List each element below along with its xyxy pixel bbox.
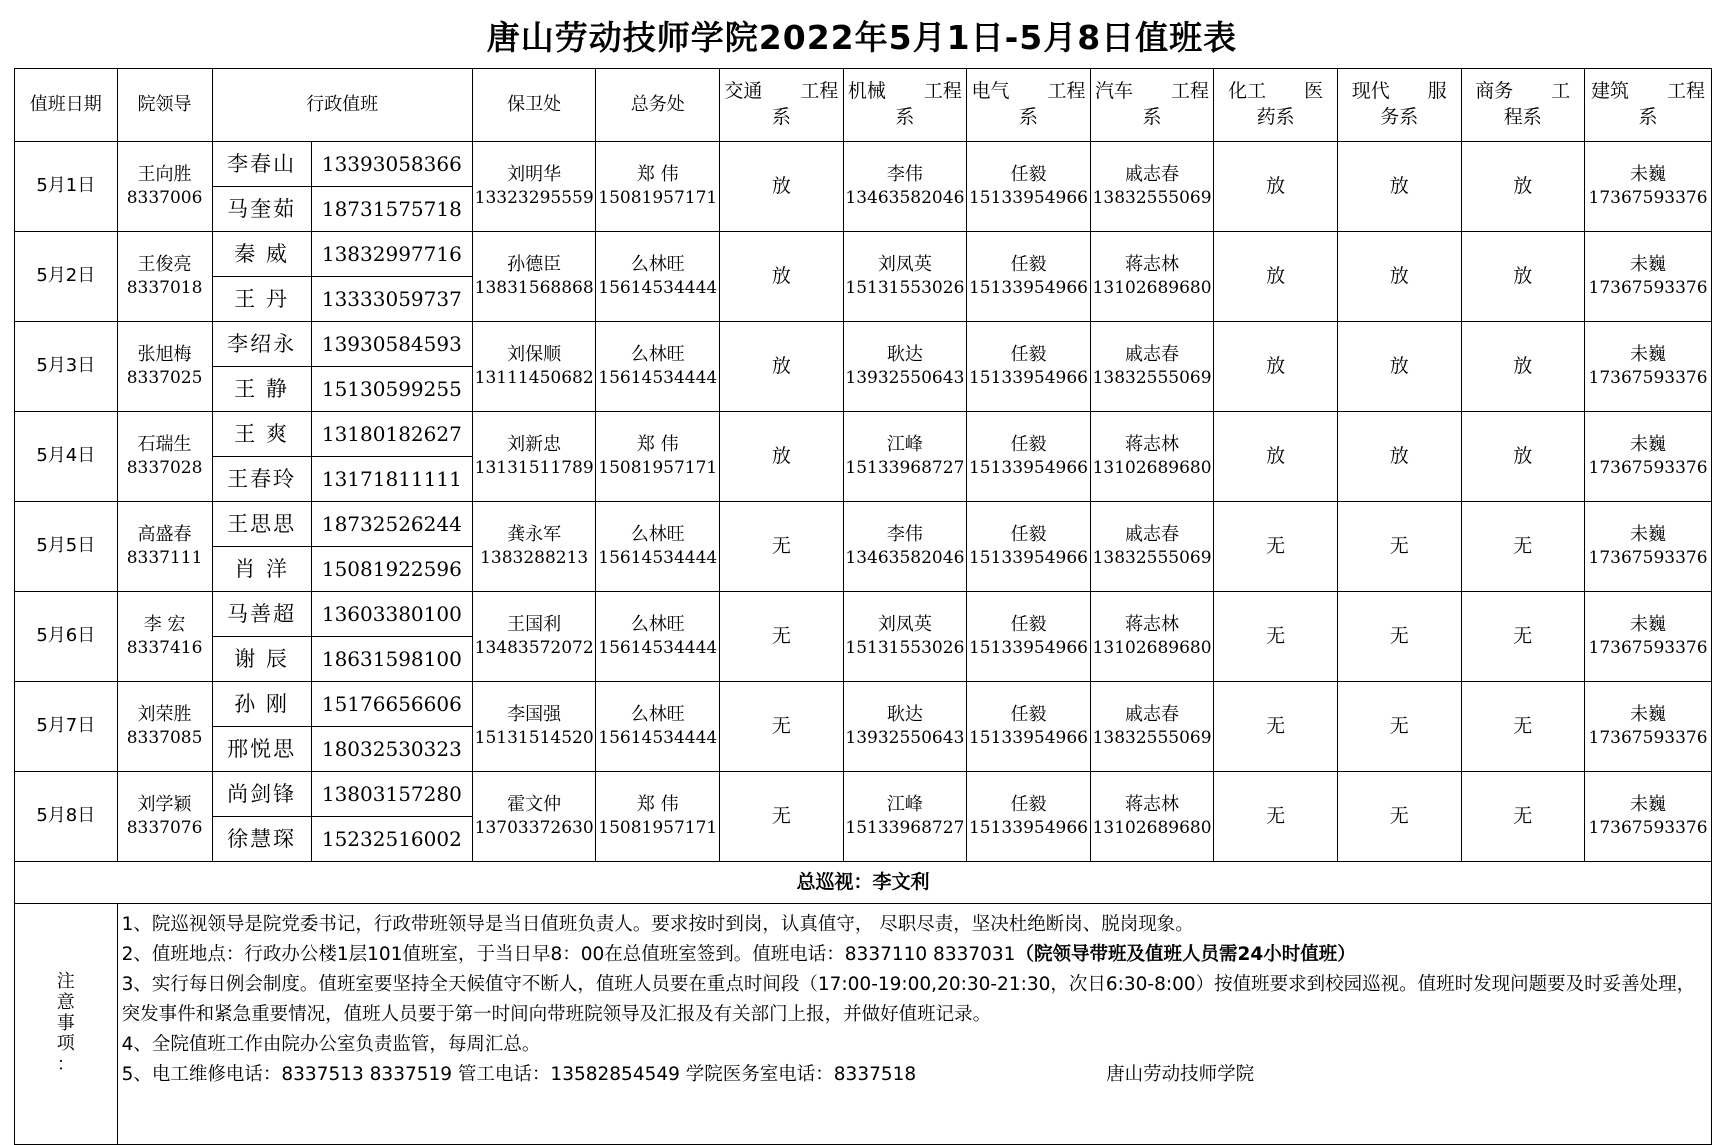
header-dept-xiandai: 现代 服 务系	[1337, 69, 1461, 142]
dept-xiandai-cell: 放	[1337, 232, 1461, 322]
table-row	[15, 772, 1712, 817]
dept-jiaotong-cell: 无	[720, 682, 844, 772]
dept-xiandai-cell: 无	[1337, 502, 1461, 592]
table-row	[15, 592, 1712, 637]
admin-name: 邢悦思	[212, 727, 311, 772]
general-affairs-cell: 郑 伟 15081957171	[596, 142, 720, 232]
dept-qiche-cell: 戚志春 13832555069	[1090, 502, 1214, 592]
dept-huagong-cell: 无	[1214, 682, 1338, 772]
admin-phone: 13603380100	[311, 592, 472, 637]
dept-shangwu-cell: 无	[1461, 682, 1585, 772]
general-affairs-cell: 么林旺 15614534444	[596, 322, 720, 412]
admin-name: 肖 洋	[212, 547, 311, 592]
dept-jiaotong-cell: 放	[720, 232, 844, 322]
admin-phone: 18032530323	[311, 727, 472, 772]
dept-jixie-cell: 江峰 15133968727	[843, 772, 967, 862]
dept-huagong-cell: 放	[1214, 232, 1338, 322]
dept-huagong-cell: 无	[1214, 502, 1338, 592]
general-affairs-cell: 么林旺 15614534444	[596, 502, 720, 592]
dept-jianzhu-cell: 未巍 17367593376	[1585, 592, 1712, 682]
security-cell: 孙德臣 13831568868	[472, 232, 596, 322]
dept-huagong-cell: 放	[1214, 142, 1338, 232]
dept-qiche-cell: 蒋志林 13102689680	[1090, 772, 1214, 862]
admin-phone: 13930584593	[311, 322, 472, 367]
admin-phone: 13803157280	[311, 772, 472, 817]
dept-jiaotong-cell: 放	[720, 322, 844, 412]
general-affairs-cell: 郑 伟 15081957171	[596, 412, 720, 502]
admin-name: 王 丹	[212, 277, 311, 322]
header-dept-jianzhu: 建筑 工程 系	[1585, 69, 1712, 142]
dept-jixie-cell: 刘凤英 15131553026	[843, 592, 967, 682]
dept-qiche-cell: 戚志春 13832555069	[1090, 142, 1214, 232]
duty-rows	[15, 142, 1712, 862]
note-5: 5、电工维修电话：8337513 8337519 管工电话：13582854549 学院医务室电话：8337518 唐山劳动技师学院	[122, 1060, 1707, 1090]
leader-cell: 王向胜 8337006	[117, 142, 212, 232]
admin-name: 王思思	[212, 502, 311, 547]
admin-name: 李绍永	[212, 322, 311, 367]
dept-jiaotong-cell: 无	[720, 592, 844, 682]
note-3: 3、实行每日例会制度。值班室要坚持全天候值守不断人，值班人员要在重点时间段（17:00-19:00,20:30-21:30，次日6:30-8:00）按值班要求到校园巡视。值班时发现问题要及时妥善处理，突发事件和紧急重要情况，值班人员要于第一时间向带班院领导及汇报及有关部门上报，并做好值班记录。	[121, 974, 1696, 1025]
admin-name: 王春玲	[212, 457, 311, 502]
security-cell: 刘明华 13323295559	[472, 142, 596, 232]
table-row	[15, 412, 1712, 457]
dept-shangwu-cell: 无	[1461, 772, 1585, 862]
header-admin: 行政值班	[212, 69, 472, 142]
admin-phone: 15176656606	[311, 682, 472, 727]
leader-cell: 王俊亮 8337018	[117, 232, 212, 322]
security-cell: 霍文仲 13703372630	[472, 772, 596, 862]
security-cell: 刘保顺 13111450682	[472, 322, 596, 412]
signature: 唐山劳动技师学院	[1106, 1064, 1255, 1085]
admin-name: 徐慧琛	[212, 817, 311, 862]
page-title: 唐山劳动技师学院2022年5月1日-5月8日值班表	[486, 18, 1238, 57]
duty-date: 5月6日	[15, 592, 118, 682]
header-leader: 院领导	[117, 69, 212, 142]
duty-date: 5月1日	[15, 142, 118, 232]
header-dept-jixie: 机械 工程 系	[843, 69, 967, 142]
admin-phone: 13393058366	[311, 142, 472, 187]
duty-date: 5月3日	[15, 322, 118, 412]
dept-jixie-cell: 刘凤英 15131553026	[843, 232, 967, 322]
admin-phone: 15232516002	[311, 817, 472, 862]
dept-dianqi-cell: 任毅 15133954966	[967, 502, 1091, 592]
table-row	[15, 322, 1712, 367]
table-row	[15, 232, 1712, 277]
security-cell: 龚永军 1383288213	[472, 502, 596, 592]
dept-jixie-cell: 耿达 13932550643	[843, 322, 967, 412]
table-row	[15, 142, 1712, 187]
duty-date: 5月4日	[15, 412, 118, 502]
security-cell: 刘新忠 13131511789	[472, 412, 596, 502]
admin-phone: 13171811111	[311, 457, 472, 502]
dept-xiandai-cell: 无	[1337, 592, 1461, 682]
header-dept-shangwu: 商务 工 程系	[1461, 69, 1585, 142]
dept-jixie-cell: 江峰 15133968727	[843, 412, 967, 502]
dept-xiandai-cell: 无	[1337, 772, 1461, 862]
note-2-emphasis: （院领导带班及值班人员需24小时值班）	[1015, 944, 1356, 965]
dept-qiche-cell: 蒋志林 13102689680	[1090, 232, 1214, 322]
dept-dianqi-cell: 任毅 15133954966	[967, 772, 1091, 862]
dept-huagong-cell: 无	[1214, 592, 1338, 682]
header-general: 总务处	[596, 69, 720, 142]
admin-name: 尚剑锋	[212, 772, 311, 817]
note-1: 1、院巡视领导是院党委书记，行政带班领导是当日值班负责人。要求按时到岗，认真值守， 尽职尽责，坚决杜绝断岗、脱岗现象。	[121, 914, 1194, 935]
dept-jixie-cell: 李伟 13463582046	[843, 502, 967, 592]
dept-jianzhu-cell: 未巍 17367593376	[1585, 142, 1712, 232]
admin-name: 孙 刚	[212, 682, 311, 727]
admin-phone: 18731575718	[311, 187, 472, 232]
notes-label: 注 意 事 项 ：	[15, 904, 118, 1145]
header-dept-huagong: 化工 医 药系	[1214, 69, 1338, 142]
dept-jiaotong-cell: 放	[720, 142, 844, 232]
dept-huagong-cell: 放	[1214, 412, 1338, 502]
admin-name: 马善超	[212, 592, 311, 637]
admin-phone: 18631598100	[311, 637, 472, 682]
dept-shangwu-cell: 放	[1461, 232, 1585, 322]
admin-phone: 15081922596	[311, 547, 472, 592]
admin-phone: 13180182627	[311, 412, 472, 457]
admin-name: 谢 辰	[212, 637, 311, 682]
dept-jianzhu-cell: 未巍 17367593376	[1585, 772, 1712, 862]
note-4: 4、全院值班工作由院办公室负责监管，每周汇总。	[121, 1034, 541, 1055]
security-cell: 王国利 13483572072	[472, 592, 596, 682]
admin-name: 李春山	[212, 142, 311, 187]
dept-huagong-cell: 放	[1214, 322, 1338, 412]
dept-jiaotong-cell: 无	[720, 772, 844, 862]
dept-xiandai-cell: 放	[1337, 412, 1461, 502]
dept-qiche-cell: 戚志春 13832555069	[1090, 322, 1214, 412]
admin-name: 马奎茹	[212, 187, 311, 232]
dept-xiandai-cell: 放	[1337, 322, 1461, 412]
table-row	[15, 682, 1712, 727]
dept-jixie-cell: 李伟 13463582046	[843, 142, 967, 232]
admin-phone: 13832997716	[311, 232, 472, 277]
dept-qiche-cell: 戚志春 13832555069	[1090, 682, 1214, 772]
dept-huagong-cell: 无	[1214, 772, 1338, 862]
admin-name: 王 爽	[212, 412, 311, 457]
security-cell: 李国强 15131514520	[472, 682, 596, 772]
dept-qiche-cell: 蒋志林 13102689680	[1090, 592, 1214, 682]
dept-jianzhu-cell: 未巍 17367593376	[1585, 502, 1712, 592]
general-affairs-cell: 么林旺 15614534444	[596, 232, 720, 322]
duty-date: 5月7日	[15, 682, 118, 772]
admin-phone: 15130599255	[311, 367, 472, 412]
leader-cell: 张旭梅 8337025	[117, 322, 212, 412]
duty-date: 5月2日	[15, 232, 118, 322]
dept-shangwu-cell: 无	[1461, 592, 1585, 682]
dept-shangwu-cell: 放	[1461, 322, 1585, 412]
header-security: 保卫处	[472, 69, 596, 142]
dept-jianzhu-cell: 未巍 17367593376	[1585, 232, 1712, 322]
leader-cell: 刘学颖 8337076	[117, 772, 212, 862]
dept-jianzhu-cell: 未巍 17367593376	[1585, 322, 1712, 412]
general-affairs-cell: 郑 伟 15081957171	[596, 772, 720, 862]
header-dept-jiaotong: 交通 工程 系	[720, 69, 844, 142]
leader-cell: 李 宏 8337416	[117, 592, 212, 682]
dept-shangwu-cell: 放	[1461, 142, 1585, 232]
dept-dianqi-cell: 任毅 15133954966	[967, 592, 1091, 682]
admin-phone: 13333059737	[311, 277, 472, 322]
dept-dianqi-cell: 任毅 15133954966	[967, 142, 1091, 232]
duty-date: 5月5日	[15, 502, 118, 592]
dept-dianqi-cell: 任毅 15133954966	[967, 682, 1091, 772]
dept-dianqi-cell: 任毅 15133954966	[967, 412, 1091, 502]
dept-xiandai-cell: 放	[1337, 142, 1461, 232]
dept-jianzhu-cell: 未巍 17367593376	[1585, 412, 1712, 502]
leader-cell: 高盛春 8337111	[117, 502, 212, 592]
admin-phone: 18732526244	[311, 502, 472, 547]
admin-name: 王 静	[212, 367, 311, 412]
leader-cell: 刘荣胜 8337085	[117, 682, 212, 772]
admin-name: 秦 威	[212, 232, 311, 277]
dept-qiche-cell: 蒋志林 13102689680	[1090, 412, 1214, 502]
dept-jiaotong-cell: 放	[720, 412, 844, 502]
dept-jixie-cell: 耿达 13932550643	[843, 682, 967, 772]
dept-xiandai-cell: 无	[1337, 682, 1461, 772]
note-2: 2、值班地点：行政办公楼1层101值班室，于当日早8：00在总值班室签到。值班电话：8337110 8337031（院领导带班及值班人员需24小时值班）	[121, 944, 1356, 965]
dept-shangwu-cell: 无	[1461, 502, 1585, 592]
header-dept-dianqi: 电气 工程 系	[967, 69, 1091, 142]
notes-body	[117, 904, 1711, 1145]
header-dept-qiche: 汽车 工程 系	[1090, 69, 1214, 142]
dept-dianqi-cell: 任毅 15133954966	[967, 322, 1091, 412]
patrol-line: 总巡视：李文利	[15, 862, 1712, 904]
general-affairs-cell: 么林旺 15614534444	[596, 682, 720, 772]
dept-jiaotong-cell: 无	[720, 502, 844, 592]
dept-jianzhu-cell: 未巍 17367593376	[1585, 682, 1712, 772]
duty-table	[14, 68, 1712, 1145]
header-date: 值班日期	[15, 69, 118, 142]
leader-cell: 石瑞生 8337028	[117, 412, 212, 502]
dept-shangwu-cell: 放	[1461, 412, 1585, 502]
table-row	[15, 502, 1712, 547]
dept-dianqi-cell: 任毅 15133954966	[967, 232, 1091, 322]
duty-date: 5月8日	[15, 772, 118, 862]
general-affairs-cell: 么林旺 15614534444	[596, 592, 720, 682]
